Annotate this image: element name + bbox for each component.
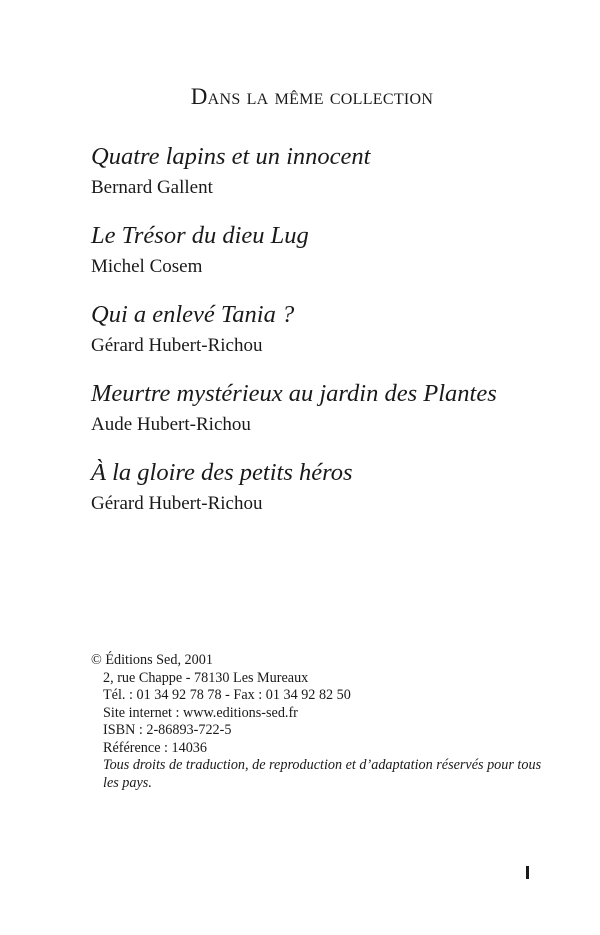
book-entry (91, 219, 581, 281)
book-list (91, 140, 581, 535)
page-marker (526, 866, 529, 879)
colophon (91, 652, 561, 792)
publisher-address: 2, rue Chappe - 78130 Les Mureaux (103, 669, 309, 686)
book-title: Le Trésor du dieu Lug (91, 222, 309, 249)
book-author: Aude Hubert-Richou (91, 414, 251, 435)
publisher-phone: Tél. : 01 34 92 78 78 - Fax : 01 34 92 82 50 (103, 687, 351, 703)
book-title: À la gloire des petits héros (91, 459, 353, 486)
book-author: Gérard Hubert-Richou (91, 335, 263, 356)
book-entry (91, 456, 581, 518)
book-author: Michel Cosem (91, 256, 203, 277)
collection-heading: Dans la même collection (190, 84, 434, 109)
publisher-website: Site internet : www.editions-sed.fr (103, 704, 298, 721)
book-entry (91, 298, 581, 360)
book-title: Quatre lapins et un innocent (91, 143, 371, 170)
book-title: Qui a enlevé Tania ? (91, 301, 295, 328)
reference-line: Référence : 14036 (103, 739, 207, 756)
book-entry (91, 140, 581, 202)
book-entry (91, 377, 581, 439)
book-title: Meurtre mystérieux au jardin des Plantes (91, 380, 497, 407)
book-author: Gérard Hubert-Richou (91, 493, 263, 514)
rights-notice: Tous droits de traduction, de reproduction et d’adaptation réservés pour tous les pays. (103, 757, 542, 791)
copyright-line: © Éditions Sed, 2001 (91, 652, 213, 668)
isbn-line: ISBN : 2-86893-722-5 (103, 722, 232, 738)
book-author: Bernard Gallent (91, 177, 213, 198)
